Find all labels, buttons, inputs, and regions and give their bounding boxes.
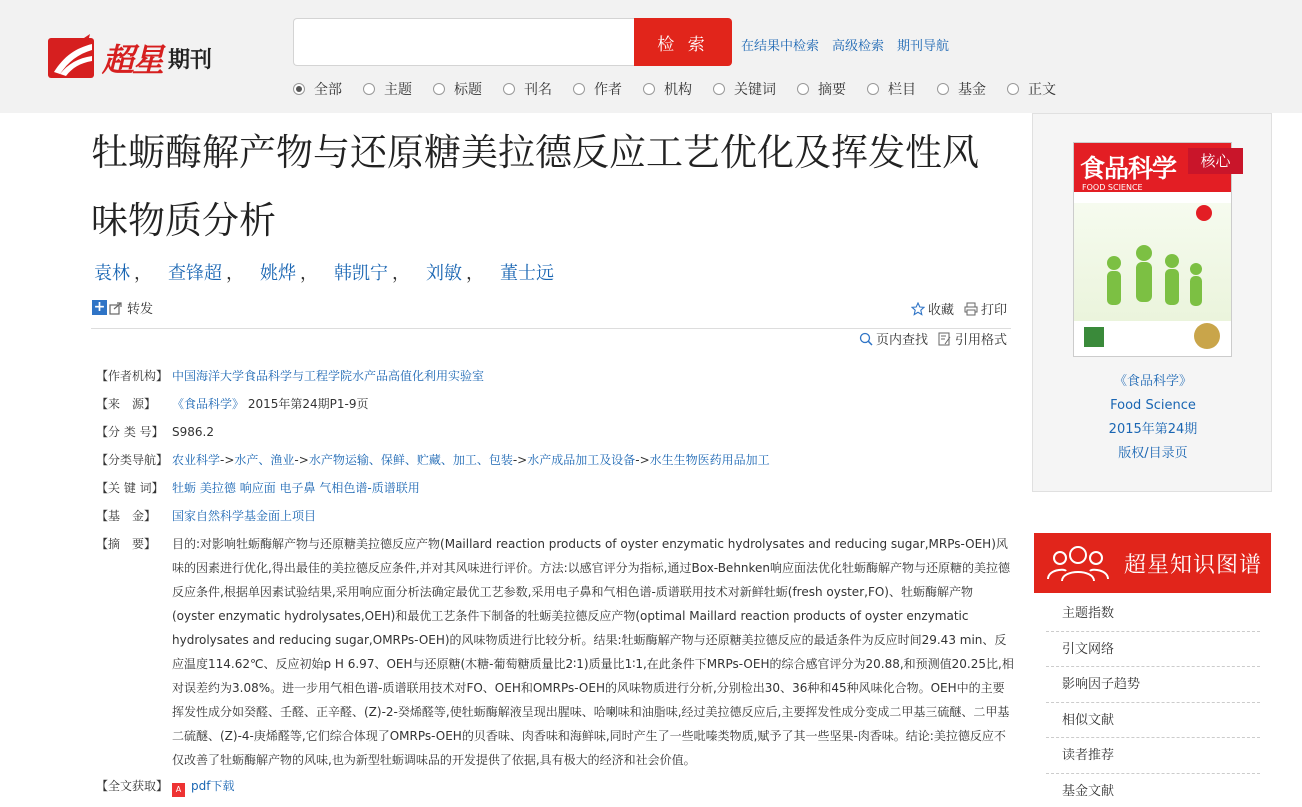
article-actions — [901, 299, 1007, 318]
search-input[interactable] — [294, 19, 635, 65]
author-list — [94, 259, 554, 285]
filter-all[interactable]: 全部 — [293, 79, 342, 99]
share-label: 转发 — [127, 302, 154, 317]
filter-fulltext[interactable]: 正文 — [1007, 79, 1056, 99]
cover-title: 食品科学 — [1074, 143, 1231, 191]
author-separator: ， — [226, 263, 244, 284]
abstract-text: 目的:对影响牡蛎酶解产物与还原糖美拉德反应产物(Maillard reaction products of oyster enzymatic hydrolysates and reducing sugar,MRPs-OEH)风味的因素进行优化,得出最佳的美拉德反应条件,并对其风味进行评价。方法:以感官评分为指标,通过Box-Behnken响应面法优化牡蛎酶解产物与还原糖的美拉德反应条件,根据单因素试验结果,采用响应面分析法确定最优工艺参数,采用电子鼻和气相色谱-质谱联用技术对新鲜牡蛎(fresh oyster,FO)、牡蛎酶解产物(oyster enzymatic hydrolysates,OEH)和最优工艺条件下制备的牡蛎美拉德反应产物(optimal Maillard reaction products of oyster enzymatic hydrolysates and reducing sugar,OMRPs-OEH)的风味物质进行比较分析。结果:牡蛎酶解产物与还原糖美拉德反应的最适条件为反应时间29.43 min、反应温度114.62℃、反应初始p H 6.97、OEH与还原糖(木糖-葡萄糖质量比2∶1)质量比1∶1,在此条件下MRPs-OEH的综合感官评分为20.88,和预测值20.25比,相对误差约为3.08%。进一步用气相色谱-质谱联用技术对FO、OEH和OMRPs-OEH的风味物质进行分析,分别检出30、36种和45种风味化合物。OEH中的主要挥发性成分如癸醛、壬醛、正辛醛、(Z)-2-癸烯醛等,使牡蛎酶解液呈现出腥味、哈喇味和油脂味,经过美拉德反应后,主要挥发性成分变成二甲基三硫醚、二甲基二硫醚、(Z)-4-庚烯醛等,它们综合体现了OMRPs-OEH的贝香味、肉香味和海鲜味,同时产生了一些吡嗪类物质,赋予了其一些坚果-肉香味。结论:美拉德反应不仅改善了牡蛎酶解产物的风味,也为新型牡蛎调味品的开发提供了依据,具有极大的经济和社会价值。 — [172, 537, 1014, 767]
cover-subtitle: FOOD SCIENCE — [1074, 183, 1231, 192]
filter-author[interactable]: 作者 — [573, 79, 622, 99]
fund-row — [96, 502, 1014, 530]
plus-icon: + — [93, 299, 106, 315]
knowledge-graph-list — [1046, 596, 1260, 807]
journal-cover[interactable] — [1073, 142, 1232, 357]
author-link[interactable]: 查锋超 — [168, 263, 222, 284]
author-link[interactable]: 姚烨 — [260, 263, 296, 284]
journal-name-link[interactable]: 《食品科学》 — [1113, 374, 1192, 389]
keyword-link[interactable]: 气相色谱-质谱联用 — [319, 481, 420, 495]
keyword-link[interactable]: 电子鼻 — [279, 481, 316, 495]
source-detail: 2015年第24期P1-9页 — [247, 397, 369, 411]
filter-fund[interactable]: 基金 — [937, 79, 986, 99]
search-icon — [859, 332, 873, 346]
share-icon — [109, 301, 123, 315]
fulltext-row — [96, 772, 1014, 800]
nav-label: 【分类导航】 — [96, 453, 169, 467]
keyword-link[interactable]: 响应面 — [239, 481, 276, 495]
knowledge-graph-title: 超星知识图谱 — [1124, 552, 1263, 578]
radio-icon — [1007, 83, 1019, 95]
institution-label: 【作者机构】 — [96, 369, 169, 383]
kg-item-reader-recommendations[interactable]: 读者推荐 — [1046, 738, 1260, 774]
nav-row — [96, 446, 1014, 474]
nav-arrow: -> — [294, 453, 309, 467]
keywords-row — [96, 474, 1014, 502]
journal-links — [1033, 370, 1273, 466]
source-journal-link[interactable]: 《食品科学》 — [172, 397, 245, 411]
author-separator: ， — [466, 263, 484, 284]
nav-link[interactable]: 水产成品加工及设备 — [527, 453, 636, 467]
core-journal-badge: 核心 — [1188, 148, 1243, 174]
journal-english-link[interactable]: Food Science — [1110, 398, 1196, 413]
fund-label: 【基 金】 — [96, 509, 157, 523]
journal-navigation-link[interactable]: 期刊导航 — [897, 39, 950, 54]
kg-item-topic-index[interactable]: 主题指数 — [1046, 596, 1260, 632]
author-separator: ， — [134, 263, 152, 284]
author-link[interactable]: 韩凯宁 — [334, 263, 388, 284]
filter-journal[interactable]: 刊名 — [503, 79, 552, 99]
search-field-filters — [293, 79, 1077, 99]
institution-link[interactable]: 中国海洋大学食品科学与工程学院水产品高值化利用实验室 — [172, 369, 485, 383]
share-button[interactable] — [92, 298, 153, 317]
search-in-results-link[interactable]: 在结果中检索 — [741, 39, 820, 54]
nav-arrow: -> — [635, 453, 650, 467]
radio-icon — [867, 83, 879, 95]
class-row — [96, 418, 1014, 446]
pdf-download-link[interactable]: pdf下载 — [191, 779, 235, 793]
filter-title[interactable]: 标题 — [433, 79, 482, 99]
nav-arrow: -> — [512, 453, 528, 467]
journal-card — [1032, 113, 1272, 492]
knowledge-graph-banner — [1034, 533, 1271, 593]
author-separator: ， — [300, 263, 318, 284]
search-box — [293, 18, 635, 66]
radio-icon — [797, 83, 809, 95]
filter-subject[interactable]: 主题 — [363, 79, 412, 99]
kg-item-impact-factor-trend[interactable]: 影响因子趋势 — [1046, 667, 1260, 703]
abstract-label: 【摘 要】 — [96, 537, 157, 551]
nav-arrow: -> — [220, 453, 235, 467]
radio-icon — [713, 83, 725, 95]
print-button[interactable]: 打印 — [964, 299, 1007, 318]
author-link[interactable]: 刘敏 — [426, 263, 462, 284]
advanced-search-link[interactable]: 高级检索 — [832, 39, 885, 54]
cover-illustration — [1074, 203, 1232, 357]
logo[interactable] — [46, 32, 226, 84]
keyword-link[interactable]: 美拉德 — [199, 481, 236, 495]
filter-abstract[interactable]: 摘要 — [797, 79, 846, 99]
find-in-page-button[interactable]: 页内查找 — [859, 329, 928, 348]
users-icon — [1046, 543, 1110, 583]
filter-institution[interactable]: 机构 — [643, 79, 692, 99]
edit-icon — [938, 332, 952, 346]
radio-icon — [937, 83, 949, 95]
fulltext-label: 【全文获取】 — [96, 779, 169, 793]
abstract-row — [96, 530, 1014, 772]
radio-icon — [503, 83, 515, 95]
search-button[interactable]: 检 索 — [634, 18, 732, 66]
author-separator: ， — [392, 263, 410, 284]
article-metadata — [96, 362, 1014, 800]
header — [0, 0, 1302, 113]
pdf-icon: A — [172, 783, 185, 797]
class-number: S986.2 — [172, 425, 214, 439]
nav-link[interactable]: 农业科学 — [172, 453, 221, 467]
keywords-label: 【关 键 词】 — [96, 481, 164, 495]
top-links — [741, 35, 949, 54]
radio-icon — [433, 83, 445, 95]
article-tools — [849, 329, 1007, 348]
fund-link[interactable]: 国家自然科学基金面上项目 — [172, 509, 317, 523]
nav-link[interactable]: 水产物运输、保鲜、贮藏、加工、包装 — [308, 453, 513, 467]
author-link[interactable]: 董士远 — [500, 263, 554, 284]
copyright-toc-link[interactable]: 版权/目录页 — [1118, 446, 1188, 461]
keyword-link[interactable]: 牡蛎 — [172, 481, 197, 495]
logo-text: 期刊 — [168, 47, 213, 73]
author-link[interactable]: 袁林 — [94, 263, 130, 284]
radio-icon — [293, 83, 305, 95]
article-title: 牡蛎酶解产物与还原糖美拉德反应工艺优化及挥发性风味物质分析 — [91, 131, 979, 242]
star-icon — [911, 302, 925, 316]
institution-row — [96, 362, 1014, 390]
nav-link[interactable]: 水产、渔业 — [234, 453, 295, 467]
filter-keyword[interactable]: 关键词 — [713, 79, 776, 99]
nav-link[interactable]: 水生生物医药用品加工 — [649, 453, 770, 467]
logo-script: 超星 — [102, 41, 163, 79]
source-row — [96, 390, 1014, 418]
filter-column[interactable]: 栏目 — [867, 79, 916, 99]
kg-item-similar-literature[interactable]: 相似文献 — [1046, 703, 1260, 739]
kg-item-fund-literature[interactable]: 基金文献 — [1062, 783, 1115, 799]
favorite-button[interactable]: 收藏 — [911, 299, 954, 318]
radio-icon — [643, 83, 655, 95]
logo-icon — [46, 34, 98, 82]
cover-image — [1074, 203, 1232, 357]
radio-icon — [363, 83, 375, 95]
journal-issue-link[interactable]: 2015年第24期 — [1108, 422, 1198, 437]
source-label: 【来 源】 — [96, 397, 157, 411]
class-label: 【分 类 号】 — [96, 425, 164, 439]
radio-icon — [573, 83, 585, 95]
citation-format-button[interactable]: 引用格式 — [938, 329, 1007, 348]
printer-icon — [964, 302, 978, 316]
kg-item-citation-network[interactable]: 引文网络 — [1046, 632, 1260, 668]
